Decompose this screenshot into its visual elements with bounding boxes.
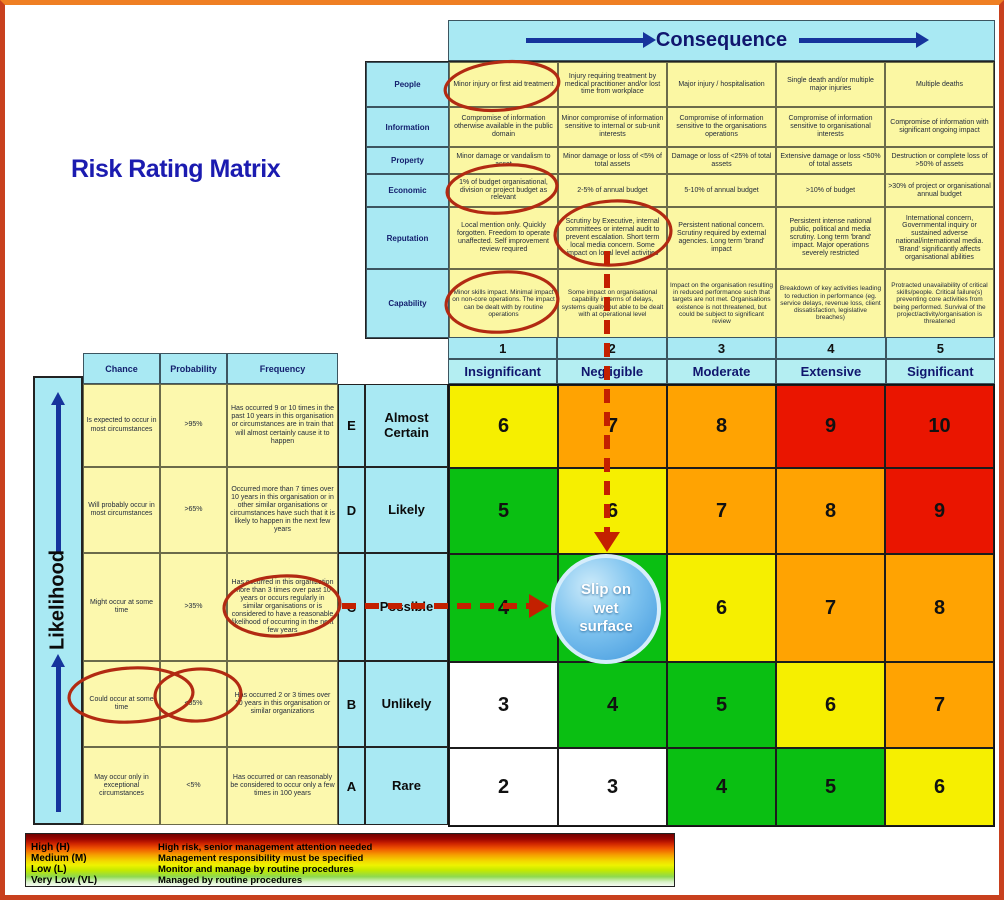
column-header-chance: Chance [83,353,160,384]
likelihood-name: Almost Certain [365,384,448,467]
consequence-header-label: Consequence [655,29,788,51]
legend-label: Medium (M) [31,853,87,864]
level-name: Negligible [557,359,666,384]
level-name: Moderate [667,359,776,384]
likelihood-table [83,384,448,825]
consequence-cell: Minor damage or loss of <5% of total assets [558,147,667,174]
consequence-level-numbers [448,337,995,359]
matrix-cell: 2 [449,748,558,826]
legend-label: High (H) [31,842,70,853]
legend-description: High risk, senior management attention needed [158,842,373,853]
matrix-cell: 6 [449,385,558,468]
consequence-cell: Single death and/or multiple major injuries [776,62,885,107]
consequence-cell: Compromise of information sensitive to the organisations operations [667,107,776,147]
frequency-cell: Has occurred in this organization more than 3 times over past 10 years or occurs regularly in similar organisations or is considered to have a reasonable likelihood of occurring in the next few years [227,553,338,661]
legend-label: Very Low (VL) [31,875,98,886]
likelihood-letter: E [338,384,365,467]
consequence-row-capability [366,269,994,338]
callout-text: Slip on wet surface [579,580,633,636]
likelihood-name: Rare [365,747,448,825]
likelihood-letter: A [338,747,365,825]
consequence-cell: Minor compromise of information sensitive to internal or sub-unit interests [558,107,667,147]
consequence-category-label: Property [366,147,449,174]
consequence-row-economic [366,174,994,207]
chance-cell: Might occur at some time [83,553,160,661]
consequence-row-property [366,147,994,174]
consequence-cell: 5-10% of annual budget [667,174,776,207]
level-name: Insignificant [448,359,557,384]
level-name: Extensive [776,359,885,384]
probability-cell: <5% [160,747,227,825]
likelihood-row-unlikely [83,661,448,747]
matrix-cell: 5 [776,748,885,826]
matrix-cell: 6 [776,662,885,748]
consequence-table [365,61,995,339]
consequence-row-people [366,62,994,107]
frequency-cell: Occurred more than 7 times over 10 years in this organisation or in other similar organisations or circumstances have such that it is likely to happen in the next few years [227,467,338,553]
consequence-cell: Impact on the organisation resulting in reduced performance such that targets are not met. Organisations existence is not threatened, but could be subject to significant review [667,269,776,338]
consequence-category-label: Information [366,107,449,147]
matrix-cell: 3 [449,662,558,748]
consequence-cell: Compromise of information with significant ongoing impact [885,107,994,147]
legend-description: Monitor and manage by routine procedures [158,864,354,875]
consequence-category-label: Capability [366,269,449,338]
likelihood-row-possible [83,553,448,661]
consequence-cell: Minor injury or first aid treatment [449,62,558,107]
consequence-cell: Destruction or complete loss of >50% of assets [885,147,994,174]
likelihood-letter: D [338,467,365,553]
level-number: 5 [886,337,995,359]
matrix-cell: 10 [885,385,994,468]
arrow-right-icon [799,38,917,43]
legend-row-medium [26,853,674,864]
legend-row-low [26,864,674,875]
risk-legend [25,833,675,887]
likelihood-sidebar [33,376,83,825]
matrix-cell: 4 [449,554,558,662]
consequence-cell: Some impact on organisational capability in terms of delays, systems quality but able to be dealt with at operational level [558,269,667,338]
legend-description: Managed by routine procedures [158,875,303,886]
consequence-cell: Injury requiring treatment by medical practitioner and/or lost time from workplace [558,62,667,107]
chance-cell: May occur only in exceptional circumstances [83,747,160,825]
consequence-cell: 1% of budget organisational, division or project budget as relevant [449,174,558,207]
matrix-row [449,385,994,468]
consequence-category-label: Reputation [366,207,449,269]
likelihood-header-row [83,353,338,384]
likelihood-name: Possible [365,553,448,661]
consequence-level-names [448,359,995,384]
matrix-cell: 7 [885,662,994,748]
consequence-cell: Minor skills impact. Minimal impact on non-core operations. The impact can be dealt with by routine operations [449,269,558,338]
chance-cell: Could occur at some time [83,661,160,747]
likelihood-letter: C [338,553,365,661]
risk-example-callout [551,554,661,664]
matrix-cell: 8 [885,554,994,662]
likelihood-name: Unlikely [365,661,448,747]
consequence-cell: Extensive damage or loss <50% of total assets [776,147,885,174]
consequence-cell: Persistent national concern. Scrutiny required by external agencies. Long term 'brand' impact [667,207,776,269]
matrix-cell: 6 [885,748,994,826]
consequence-cell: Compromise of information otherwise available in the public domain [449,107,558,147]
consequence-cell: International concern, Governmental inquiry or sustained adverse national/international media. 'Brand' significantly affects organisational abilities [885,207,994,269]
level-name: Significant [886,359,995,384]
consequence-cell: Scrutiny by Executive, internal committees or internal audit to prevent escalation. Short term local media concern. Some impact on local level activities [558,207,667,269]
matrix-cell: 7 [776,554,885,662]
matrix-row [449,748,994,826]
consequence-cell: Multiple deaths [885,62,994,107]
matrix-cell: 7 [667,468,776,554]
consequence-cell: Major injury / hospitalisation [667,62,776,107]
likelihood-row-likely [83,467,448,553]
consequence-cell: Minor damage or vandalism to asset [449,147,558,174]
matrix-cell: 4 [558,662,667,748]
matrix-cell: 9 [776,385,885,468]
level-number: 2 [557,337,666,359]
matrix-row [449,662,994,748]
probability-cell: >35% [160,553,227,661]
likelihood-row-rare [83,747,448,825]
matrix-cell: 8 [776,468,885,554]
consequence-cell: Damage or loss of <25% of total assets [667,147,776,174]
consequence-cell: 2-5% of annual budget [558,174,667,207]
probability-cell: >95% [160,384,227,467]
consequence-category-label: Economic [366,174,449,207]
probability-cell: >65% [160,467,227,553]
consequence-cell: >30% of project or organisational annual budget [885,174,994,207]
matrix-cell: 9 [885,468,994,554]
consequence-category-label: People [366,62,449,107]
legend-row-very-low [26,875,674,886]
matrix-cell: 7 [558,385,667,468]
legend-gradient-bar [26,834,674,842]
matrix-cell: 5 [449,468,558,554]
chance-cell: Is expected to occur in most circumstances [83,384,160,467]
consequence-cell: >10% of budget [776,174,885,207]
arrow-right-icon [526,38,644,43]
column-header-frequency: Frequency [227,353,338,384]
legend-row-high [26,842,674,853]
frequency-cell: Has occurred 9 or 10 times in the past 10 years in this organisation or circumstances are in train that will almost certainly cause it to happen [227,384,338,467]
matrix-cell: 5 [667,662,776,748]
consequence-cell: Compromise of information sensitive to organisational interests [776,107,885,147]
matrix-row [449,554,994,662]
matrix-row [449,468,994,554]
likelihood-letter: B [338,661,365,747]
consequence-cell: Persistent intense national public, political and media scrutiny. Long term 'brand' impact. Major operations severely restricted [776,207,885,269]
frequency-cell: Has occurred 2 or 3 times over 10 years in this organisation or similar organizations [227,661,338,747]
matrix-cell: 6 [667,554,776,662]
consequence-cell: Local mention only. Quickly forgotten. Freedom to operate unaffected. Self improvement review required [449,207,558,269]
risk-matrix [448,384,995,827]
consequence-cell: Protracted unavailability of critical skills/people. Critical failure(s) preventing core activities from being performed. Survival of the project/activity/organisation is threatened [885,269,994,338]
legend-label: Low (L) [31,864,67,875]
frequency-cell: Has occurred or can reasonably be considered to occur only a few times in 100 years [227,747,338,825]
level-number: 4 [776,337,885,359]
matrix-cell: 6 [558,468,667,554]
consequence-row-information [366,107,994,147]
column-header-probability: Probability [160,353,227,384]
matrix-cell: 8 [667,385,776,468]
likelihood-row-almost-certain [83,384,448,467]
consequence-cell: Breakdown of key activities leading to reduction in performance (eg. service delays, revenue loss, client dissatisfaction, legislative breaches) [776,269,885,338]
matrix-cell: 4 [667,748,776,826]
consequence-header-band [448,20,995,61]
page-title: Risk Rating Matrix [71,155,281,183]
level-number: 1 [448,337,557,359]
likelihood-name: Likely [365,467,448,553]
probability-cell: <35% [160,661,227,747]
likelihood-axis-label: Likelihood [46,550,69,651]
consequence-row-reputation [366,207,994,269]
matrix-cell: 3 [558,748,667,826]
chance-cell: Will probably occur in most circumstances [83,467,160,553]
legend-description: Management responsibility must be specified [158,853,364,864]
level-number: 3 [667,337,776,359]
